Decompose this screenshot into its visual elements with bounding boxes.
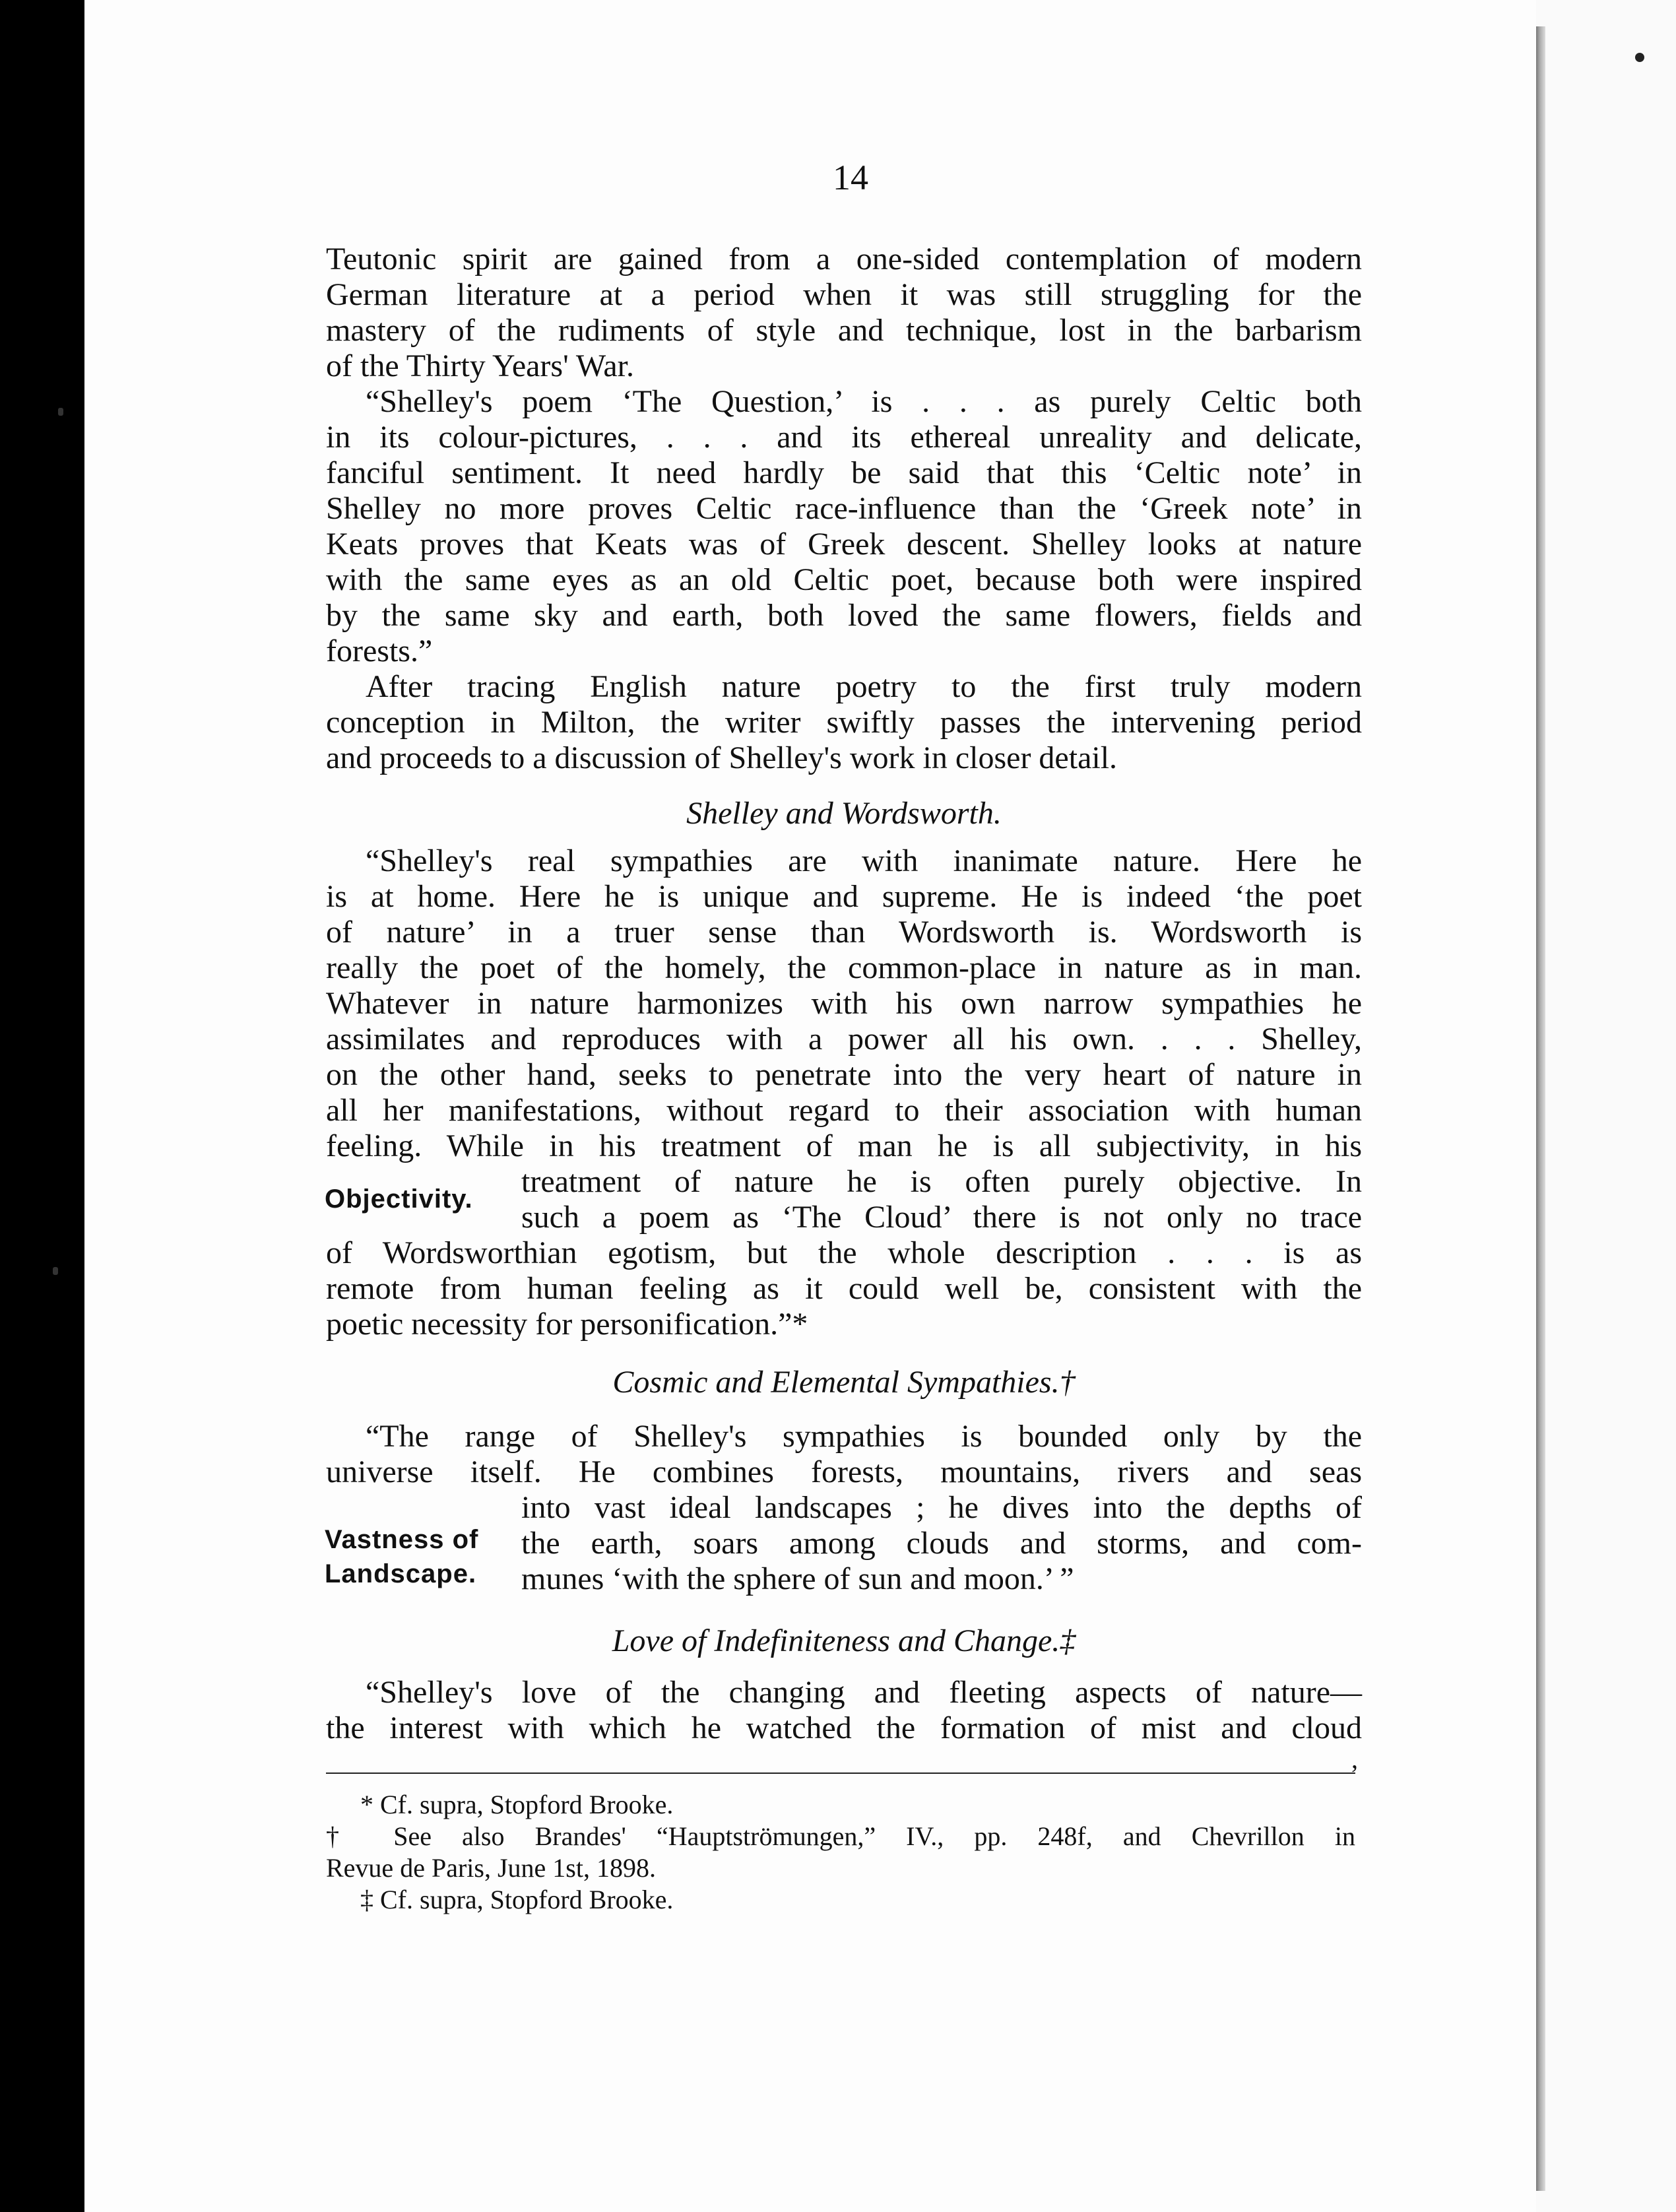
- scan-speck: [53, 1267, 58, 1275]
- margin-note-landscape: Landscape.: [325, 1559, 477, 1588]
- rule-mark: ,: [1351, 1744, 1358, 1774]
- body-line: feeling. While in his treatment of man he is all subjectivity, in his: [326, 1128, 1362, 1163]
- body-line: Whatever in nature harmonizes with his own narrow sympathies he: [326, 986, 1362, 1021]
- body-line: poetic necessity for personification.”*: [326, 1307, 808, 1342]
- body-line: “Shelley's love of the changing and fleeting aspects of nature—: [366, 1675, 1362, 1710]
- section-heading: Shelley and Wordsworth.: [686, 796, 1002, 831]
- footnote: ‡ Cf. supra, Stopford Brooke.: [360, 1885, 674, 1914]
- body-line: all her manifestations, without regard to their association with human: [326, 1093, 1362, 1128]
- body-line: in its colour-pictures, . . . and its ethereal unreality and delicate,: [326, 420, 1362, 455]
- body-line: Keats proves that Keats was of Greek descent. Shelley looks at nature: [326, 527, 1362, 562]
- body-line: the earth, soars among clouds and storms, and com-: [521, 1526, 1362, 1561]
- footnote-rule: [326, 1773, 1355, 1774]
- section-heading: Cosmic and Elemental Sympathies.†: [612, 1365, 1076, 1400]
- body-line: mastery of the rudiments of style and technique, lost in the barbarism: [326, 313, 1362, 348]
- ink-dot: [1635, 53, 1644, 62]
- footnote: Revue de Paris, June 1st, 1898.: [326, 1853, 656, 1883]
- body-line: by the same sky and earth, both loved the same flowers, fields and: [326, 598, 1362, 633]
- body-line: conception in Milton, the writer swiftly passes the intervening period: [326, 705, 1362, 740]
- section-heading: Love of Indefiniteness and Change.‡: [612, 1623, 1076, 1658]
- body-line: remote from human feeling as it could well be, consistent with the: [326, 1271, 1362, 1306]
- body-line: of Wordsworthian egotism, but the whole description . . . is as: [326, 1235, 1362, 1270]
- body-line: forests.”: [326, 634, 433, 668]
- body-line: Teutonic spirit are gained from a one-sided contemplation of modern: [326, 242, 1362, 276]
- body-line: really the poet of the homely, the common-place in nature as in man.: [326, 950, 1362, 985]
- body-line: and proceeds to a discussion of Shelley's work in closer detail.: [326, 740, 1118, 775]
- body-line: universe itself. He combines forests, mountains, rivers and seas: [326, 1454, 1362, 1489]
- body-line: After tracing English nature poetry to the first truly modern: [366, 669, 1362, 704]
- body-line: such a poem as ‘The Cloud’ there is not only no trace: [521, 1200, 1362, 1235]
- body-line: “The range of Shelley's sympathies is bounded only by the: [366, 1419, 1362, 1454]
- footnote: * Cf. supra, Stopford Brooke.: [360, 1790, 674, 1819]
- body-line: of the Thirty Years' War.: [326, 348, 634, 383]
- body-line: is at home. Here he is unique and supreme. He is indeed ‘the poet: [326, 879, 1362, 914]
- page-number: 14: [833, 158, 868, 197]
- body-line: munes ‘with the sphere of sun and moon.’ ”: [521, 1561, 1074, 1596]
- body-line: “Shelley's poem ‘The Question,’ is . . . as purely Celtic both: [366, 384, 1362, 419]
- body-line: German literature at a period when it was still struggling for the: [326, 277, 1362, 312]
- body-line: with the same eyes as an old Celtic poet, because both were inspired: [326, 562, 1362, 597]
- binding-fold: [1536, 26, 1545, 2191]
- footnote: † See also Brandes' “Hauptströmungen,” IV., pp. 248f, and Chevrillon in: [326, 1821, 1355, 1851]
- margin-note-vastness: Vastness of: [325, 1525, 479, 1554]
- body-line: Shelley no more proves Celtic race-influence than the ‘Greek note’ in: [326, 491, 1362, 526]
- body-line: “Shelley's real sympathies are with inanimate nature. Here he: [366, 843, 1362, 878]
- page-edge: [1536, 0, 1676, 2212]
- body-line: the interest with which he watched the formation of mist and cloud: [326, 1710, 1362, 1745]
- body-line: on the other hand, seeks to penetrate into the very heart of nature in: [326, 1057, 1362, 1092]
- body-line: assimilates and reproduces with a power all his own. . . . Shelley,: [326, 1022, 1362, 1057]
- body-line: fanciful sentiment. It need hardly be said that this ‘Celtic note’ in: [326, 455, 1362, 490]
- margin-note-objectivity: Objectivity.: [325, 1185, 473, 1214]
- body-line: of nature’ in a truer sense than Wordsworth is. Wordsworth is: [326, 915, 1362, 950]
- body-line: treatment of nature he is often purely objective. In: [521, 1164, 1362, 1199]
- body-line: into vast ideal landscapes ; he dives into the depths of: [521, 1490, 1362, 1525]
- scan-speck: [58, 408, 63, 416]
